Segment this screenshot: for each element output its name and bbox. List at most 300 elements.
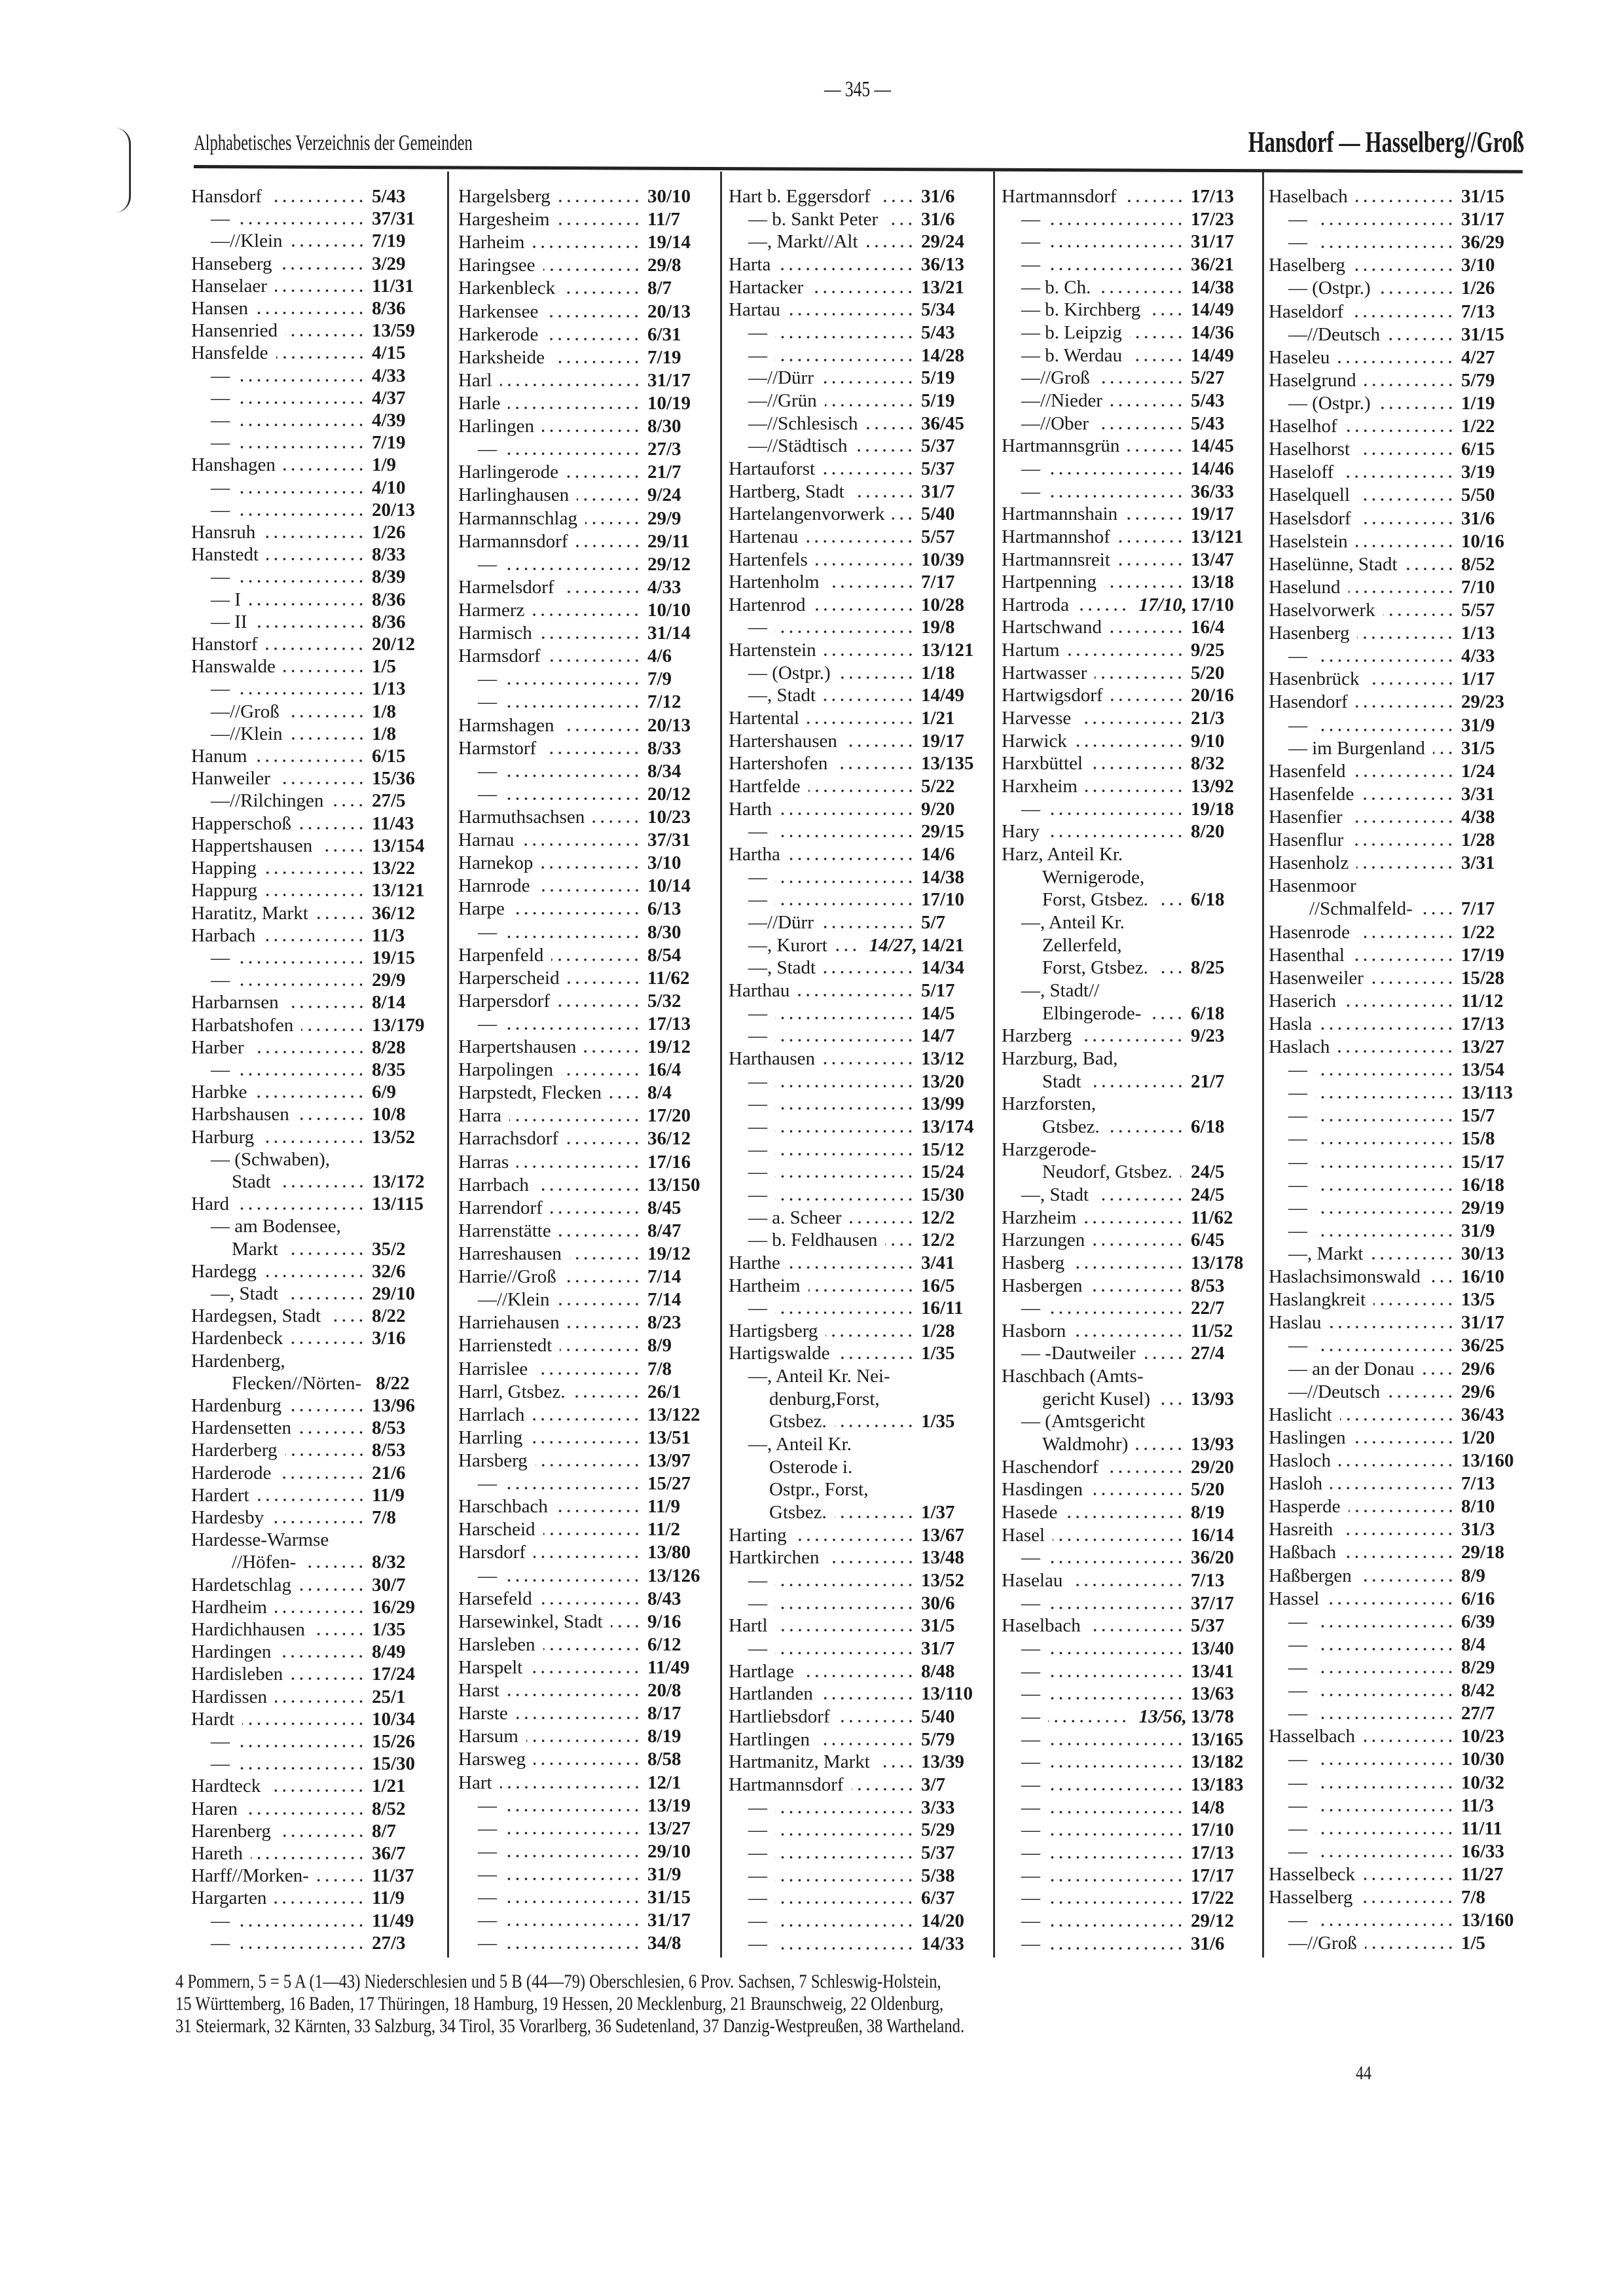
index-entry: [191, 768, 435, 790]
entry-reference: 4/39: [372, 410, 406, 431]
index-entry: [458, 1657, 710, 1679]
dot-leader: [1048, 1788, 1184, 1791]
entry-name: Harschbach: [458, 1496, 548, 1518]
dot-leader: [1354, 774, 1455, 777]
entry-name: Hartliebsdorf: [729, 1705, 830, 1727]
entry-reference: 13/39: [921, 1751, 965, 1773]
entry-reference: 7/19: [372, 230, 406, 252]
entry-reference: 8/32: [372, 1552, 406, 1573]
entry-reference: 7/8: [1461, 1887, 1486, 1908]
entry-name: Haselbach: [1269, 186, 1348, 207]
entry-name: Happing: [191, 858, 257, 879]
entry-name: —: [748, 1116, 767, 1137]
index-entry: [1269, 1036, 1524, 1058]
entry-name: —: [211, 499, 230, 520]
dot-leader: [1072, 1266, 1184, 1269]
index-entry: [729, 617, 984, 638]
entry-reference: 29/18: [1461, 1542, 1505, 1563]
entry-name: Haslangkreit: [1269, 1289, 1366, 1311]
dot-leader: [1048, 1856, 1184, 1859]
entry-name: —: [478, 553, 497, 575]
entry-name: Hartmannsdorf: [1002, 186, 1117, 207]
index-entry: [729, 1025, 984, 1047]
dot-leader: [1315, 1234, 1455, 1237]
dot-leader: [788, 313, 915, 316]
index-entry: [1002, 1366, 1254, 1387]
dot-leader: [1327, 1602, 1455, 1605]
entry-name: —: [211, 947, 230, 968]
index-entry: [191, 1261, 435, 1283]
dot-leader: [505, 774, 641, 777]
index-entry: [191, 1597, 435, 1618]
entry-name: —: [211, 970, 230, 991]
index-entry: [1002, 481, 1254, 503]
entry-name: —: [1288, 1611, 1307, 1632]
entry-name: —: [478, 783, 497, 805]
entry-reference: 17/10: [1191, 1819, 1235, 1841]
index-entry: [191, 276, 435, 297]
index-entry: [729, 821, 984, 843]
entry-reference: 3/10: [647, 852, 681, 874]
index-entry: [458, 1082, 710, 1104]
entry-reference: 9/10: [1191, 730, 1225, 752]
dot-leader: [544, 752, 641, 754]
entry-reference: 7/19: [372, 432, 406, 454]
dot-leader: [1315, 659, 1455, 662]
index-entry: [458, 1220, 710, 1242]
dot-leader: [775, 1652, 915, 1654]
index-column-2: [458, 186, 710, 1955]
entry-reference: 9/23: [1191, 1025, 1225, 1047]
entry-reference: 31/5: [921, 1615, 955, 1637]
entry-name: Hart b. Eggersdorf: [729, 186, 871, 207]
index-entry: [729, 867, 984, 888]
entry-name: Harriehausen: [458, 1312, 560, 1334]
dot-leader: [238, 580, 365, 583]
index-entry: [458, 968, 710, 989]
entry-reference: 8/23: [647, 1312, 681, 1334]
index-entry: [191, 589, 435, 611]
entry-name: //Schmalfeld-: [1309, 898, 1413, 920]
index-entry: [1269, 1795, 1524, 1817]
dot-leader: [775, 1811, 915, 1813]
index-entry: [1269, 898, 1524, 920]
index-entry: [1269, 232, 1524, 253]
index-entry: [1269, 209, 1524, 230]
entry-reference: 5/37: [921, 1842, 955, 1863]
entry-name: —: [1021, 798, 1040, 820]
index-entry: [191, 1328, 435, 1349]
index-entry: [1002, 821, 1254, 843]
dot-leader: [505, 1901, 641, 1903]
entry-reference: 13/122: [647, 1404, 700, 1425]
index-entry: [1002, 254, 1254, 276]
index-entry: [458, 1611, 710, 1633]
dot-leader: [505, 797, 641, 800]
entry-reference: 20/8: [647, 1680, 681, 1702]
entry-reference: 29/20: [1191, 1456, 1235, 1478]
entry-name: Hargelsberg: [458, 186, 551, 207]
dot-leader: [879, 200, 915, 202]
index-entry: [1002, 1910, 1254, 1932]
dot-leader: [255, 759, 365, 762]
entry-reference: 10/23: [647, 806, 691, 828]
index-entry: [729, 299, 984, 321]
index-entry: [191, 410, 435, 431]
entry-reference: 5/20: [1191, 1479, 1225, 1501]
index-entry: [191, 1776, 435, 1797]
entry-name: Harmshagen: [458, 714, 554, 736]
index-entry: [458, 1910, 710, 1931]
entry-reference: 20/13: [647, 714, 691, 736]
dot-leader: [824, 699, 915, 701]
dot-leader: [301, 1029, 365, 1031]
index-entry: [458, 852, 710, 874]
dot-leader: [1095, 676, 1184, 679]
dot-leader: [886, 223, 915, 225]
entry-reference: 5/19: [921, 390, 955, 411]
entry-reference: 36/33: [1191, 481, 1235, 502]
entry-name: —: [211, 1731, 230, 1753]
dot-leader: [317, 1879, 365, 1882]
entry-reference: 21/6: [372, 1462, 406, 1484]
index-entry: [729, 1411, 984, 1432]
dot-leader: [530, 1671, 641, 1673]
dot-leader: [878, 1765, 915, 1768]
dot-leader: [576, 545, 641, 547]
entry-note: 17/10,: [1138, 594, 1187, 615]
entry-name: —, Markt: [1288, 1243, 1364, 1265]
dot-leader: [775, 1175, 915, 1178]
dot-leader: [775, 1879, 915, 1882]
range-title: Hansdorf — Hasselberg//Groß: [1248, 125, 1524, 158]
entry-reference: 19/15: [372, 947, 416, 968]
entry-name: Hardt: [191, 1708, 235, 1730]
index-entry: [1002, 526, 1254, 548]
index-entry: [191, 388, 435, 409]
entry-name: Haslach: [1269, 1036, 1330, 1058]
entry-reference: 5/43: [1191, 412, 1225, 434]
index-entry: [458, 898, 710, 920]
entry-reference: 5/79: [1461, 369, 1495, 391]
entry-reference: 10/39: [921, 549, 965, 570]
dot-leader: [1074, 1334, 1184, 1337]
index-entry: [729, 481, 984, 503]
entry-reference: 11/7: [647, 209, 680, 230]
entry-reference: 17/17: [1191, 1865, 1235, 1886]
dot-leader: [1158, 1402, 1184, 1405]
page-number: — 345 —: [824, 77, 891, 101]
entry-reference: 14/33: [921, 1933, 965, 1954]
entry-note: 14/27,: [869, 934, 917, 956]
index-entry: [458, 1450, 710, 1472]
entry-name: Harmuthsachsen: [458, 806, 585, 828]
dot-leader: [775, 1153, 915, 1156]
dot-leader: [1351, 843, 1455, 846]
entry-name: Hargesheim: [458, 209, 550, 230]
index-entry: [458, 1519, 710, 1540]
entry-name: Hasenfelde: [1269, 783, 1354, 805]
entry-name: Harsweg: [458, 1749, 526, 1770]
entry-name: Hasenbrück: [1269, 668, 1360, 690]
index-entry: [458, 1152, 710, 1173]
entry-reference: 1/22: [1461, 921, 1495, 943]
entry-name: Haselvorwerk: [1269, 599, 1375, 621]
entry-reference: 11/52: [1191, 1320, 1233, 1341]
dot-leader: [814, 608, 915, 611]
entry-name: Haseloff: [1269, 462, 1334, 483]
entry-name: Gtsbez.: [769, 1502, 827, 1523]
entry-name: Haringsee: [458, 255, 535, 276]
entry-name: Harrbach: [458, 1174, 529, 1195]
entry-name: Hasborn: [1002, 1320, 1066, 1341]
entry-reference: 31/6: [921, 186, 955, 207]
entry-reference: 14/46: [1191, 458, 1235, 479]
dot-leader: [845, 744, 915, 747]
entry-name: Hartershausen: [729, 730, 837, 752]
entry-reference: 20/13: [372, 499, 416, 520]
dot-leader: [1357, 636, 1455, 639]
entry-name: —: [478, 1795, 497, 1816]
entry-name: — (Ostpr.): [748, 662, 831, 683]
entry-name: Hargarten: [191, 1887, 267, 1909]
index-entry: [1002, 503, 1254, 525]
entry-name: —: [478, 439, 497, 460]
entry-name: Harsefeld: [458, 1588, 532, 1609]
entry-name: Harth: [729, 798, 772, 820]
entry-reference: 10/34: [372, 1708, 416, 1730]
dot-leader: [788, 858, 915, 860]
entry-name: Harting: [729, 1524, 787, 1546]
entry-reference: 31/15: [647, 1887, 691, 1908]
index-entry: [729, 1683, 984, 1705]
entry-name: Hasel: [1002, 1524, 1045, 1546]
entry-reference: 31/6: [1191, 1933, 1225, 1954]
dot-leader: [1096, 1198, 1184, 1201]
dot-leader: [1356, 200, 1455, 202]
entry-name: Hartershofen: [729, 753, 828, 774]
dot-leader: [1421, 912, 1455, 915]
entry-name: Hartlanden: [729, 1683, 813, 1705]
entry-name: Harperscheid: [458, 967, 560, 989]
index-entry: [1002, 753, 1254, 774]
index-entry: [1269, 1013, 1524, 1035]
entry-name: Hansen: [191, 298, 248, 319]
entry-reference: 14/49: [1191, 344, 1235, 366]
entry-name: —: [748, 1184, 767, 1205]
entry-name: —: [1288, 1151, 1307, 1173]
entry-name: Hardichhausen: [191, 1619, 305, 1640]
dot-leader: [1048, 223, 1184, 225]
dot-leader: [835, 949, 859, 951]
entry-reference: 20/13: [647, 301, 691, 322]
entry-reference: 4/38: [1461, 806, 1495, 828]
entry-name: Osterode i.: [769, 1456, 853, 1478]
entry-reference: 14/28: [921, 344, 965, 366]
dot-leader: [1349, 591, 1455, 593]
entry-reference: 13/52: [921, 1570, 965, 1592]
entry-reference: 14/34: [921, 957, 965, 979]
entry-reference: 8/10: [1461, 1496, 1495, 1518]
index-entry: [729, 1184, 984, 1206]
entry-reference: 14/21: [921, 934, 965, 956]
dot-leader: [778, 268, 915, 270]
index-entry: [1269, 1335, 1524, 1357]
dot-leader: [275, 1611, 365, 1613]
index-entry: [1002, 1774, 1254, 1796]
entry-name: Harpenfeld: [458, 944, 544, 966]
dot-leader: [827, 585, 915, 588]
entry-reference: 7/17: [1461, 898, 1495, 920]
index-entry: [191, 1059, 435, 1081]
entry-reference: 7/10: [1461, 576, 1495, 598]
index-entry: [1002, 731, 1254, 752]
index-entry: [191, 1507, 435, 1529]
index-entry: [1269, 761, 1524, 782]
index-entry: [191, 1417, 435, 1439]
index-entry: [1269, 508, 1524, 530]
entry-reference: 13/67: [921, 1524, 965, 1546]
entry-name: Hasenrode: [1269, 921, 1350, 943]
index-entry: [458, 1175, 710, 1196]
index-entry: [1269, 1220, 1524, 1242]
entry-reference: 5/43: [372, 186, 406, 207]
dot-leader: [516, 1717, 641, 1719]
entry-name: —: [1288, 1910, 1307, 1931]
entry-name: Forst, Gtsbez.: [1042, 957, 1148, 979]
entry-reference: 8/52: [1461, 553, 1495, 575]
entry-reference: 29/10: [647, 1840, 691, 1862]
index-entry: [1002, 1230, 1254, 1251]
index-entry: [729, 844, 984, 866]
entry-reference: 3/29: [372, 253, 406, 274]
entry-reference: 20/16: [1191, 685, 1235, 706]
entry-reference: 13/178: [1191, 1252, 1244, 1273]
entry-reference: 6/16: [1461, 1588, 1495, 1609]
dot-leader: [563, 291, 641, 294]
index-entry: [1269, 1542, 1524, 1563]
entry-name: Hartwigsdorf: [1002, 685, 1103, 706]
dot-leader: [1068, 653, 1184, 656]
entry-reference: 4/27: [1461, 346, 1495, 368]
index-entry: [1269, 301, 1524, 323]
entry-name: —: [1288, 1335, 1307, 1357]
index-entry: [191, 1104, 435, 1125]
entry-reference: 31/6: [921, 208, 955, 230]
index-entry: [458, 232, 710, 253]
index-entry: [191, 1149, 435, 1171]
dot-leader: [283, 468, 365, 471]
index-entry: [729, 1321, 984, 1342]
dot-leader: [1048, 1947, 1184, 1950]
index-entry: [191, 208, 435, 230]
entry-name: Hartau: [729, 299, 780, 321]
entry-reference: 14/5: [921, 1002, 955, 1024]
dot-leader: [1345, 429, 1455, 432]
entry-reference: 13/40: [1191, 1638, 1235, 1659]
entry-reference: 8/53: [372, 1440, 406, 1461]
dot-leader: [1130, 336, 1184, 338]
entry-name: Hardenbeck: [191, 1328, 283, 1349]
entry-reference: 19/17: [921, 730, 965, 752]
index-entry: [1002, 209, 1254, 230]
index-entry: [729, 1389, 984, 1410]
entry-name: —: [1288, 1174, 1307, 1195]
entry-name: Harreshausen: [458, 1243, 562, 1265]
entry-reference: 5/79: [921, 1728, 955, 1750]
index-entry: [1002, 1865, 1254, 1887]
entry-name: —: [1021, 1751, 1040, 1773]
entry-reference: 30/13: [1461, 1243, 1505, 1265]
dot-leader: [1048, 1743, 1184, 1745]
dot-leader: [238, 1924, 365, 1927]
dot-leader: [532, 1418, 641, 1421]
entry-name: Hasberg: [1002, 1252, 1065, 1273]
dot-leader: [558, 1303, 641, 1305]
entry-name: Hartheim: [729, 1275, 801, 1296]
entry-name: Hartental: [729, 708, 799, 729]
entry-name: —: [1288, 1197, 1307, 1218]
entry-reference: 35/2: [372, 1238, 406, 1260]
dot-leader: [775, 1947, 915, 1950]
index-entry: [1269, 1749, 1524, 1770]
dot-leader: [280, 267, 365, 270]
entry-name: Hartpenning: [1002, 572, 1096, 593]
dot-leader: [822, 926, 915, 928]
entry-name: —//Schlesisch: [748, 412, 858, 434]
dot-leader: [835, 1516, 915, 1518]
entry-name: Harrie//Groß: [458, 1266, 556, 1288]
entry-name: —: [1021, 1638, 1040, 1659]
entry-reference: 1/17: [1461, 668, 1495, 690]
entry-reference: 13/78: [1191, 1705, 1235, 1727]
index-entry: [458, 1427, 710, 1449]
entry-reference: 13/174: [921, 1116, 974, 1137]
entry-reference: 5/20: [1191, 662, 1225, 683]
index-entry: [1269, 829, 1524, 851]
entry-name: Harl: [458, 369, 492, 391]
index-entry: [729, 549, 984, 571]
dot-leader: [532, 246, 641, 248]
index-entry: [458, 1933, 710, 1954]
entry-name: Hasenberg: [1269, 623, 1350, 644]
index-entry: [729, 1252, 984, 1274]
dot-leader: [505, 1027, 641, 1030]
entry-name: Hasperde: [1269, 1496, 1341, 1518]
entry-reference: 1/28: [1461, 829, 1495, 851]
entry-name: Harrienstedt: [458, 1335, 553, 1357]
dot-leader: [823, 1062, 915, 1065]
entry-name: Hasenmoor: [1269, 875, 1356, 897]
index-entry: [1002, 935, 1254, 957]
entry-name: —: [748, 617, 767, 638]
entry-name: Harenberg: [191, 1820, 271, 1842]
entry-reference: 1/35: [921, 1411, 955, 1432]
index-entry: [458, 646, 710, 667]
index-entry: [191, 1216, 435, 1237]
index-entry: [1002, 572, 1254, 593]
entry-reference: 8/7: [647, 278, 672, 299]
dot-leader: [795, 1539, 915, 1541]
entry-name: Hartenrod: [729, 594, 806, 615]
index-entry: [1002, 435, 1254, 457]
index-entry: [729, 708, 984, 729]
entry-name: Harxbüttel: [1002, 753, 1083, 774]
entry-reference: 1/9: [372, 454, 397, 476]
entry-name: Hasla: [1269, 1013, 1313, 1034]
index-entry: [729, 1615, 984, 1637]
entry-reference: 13/165: [1191, 1728, 1244, 1750]
